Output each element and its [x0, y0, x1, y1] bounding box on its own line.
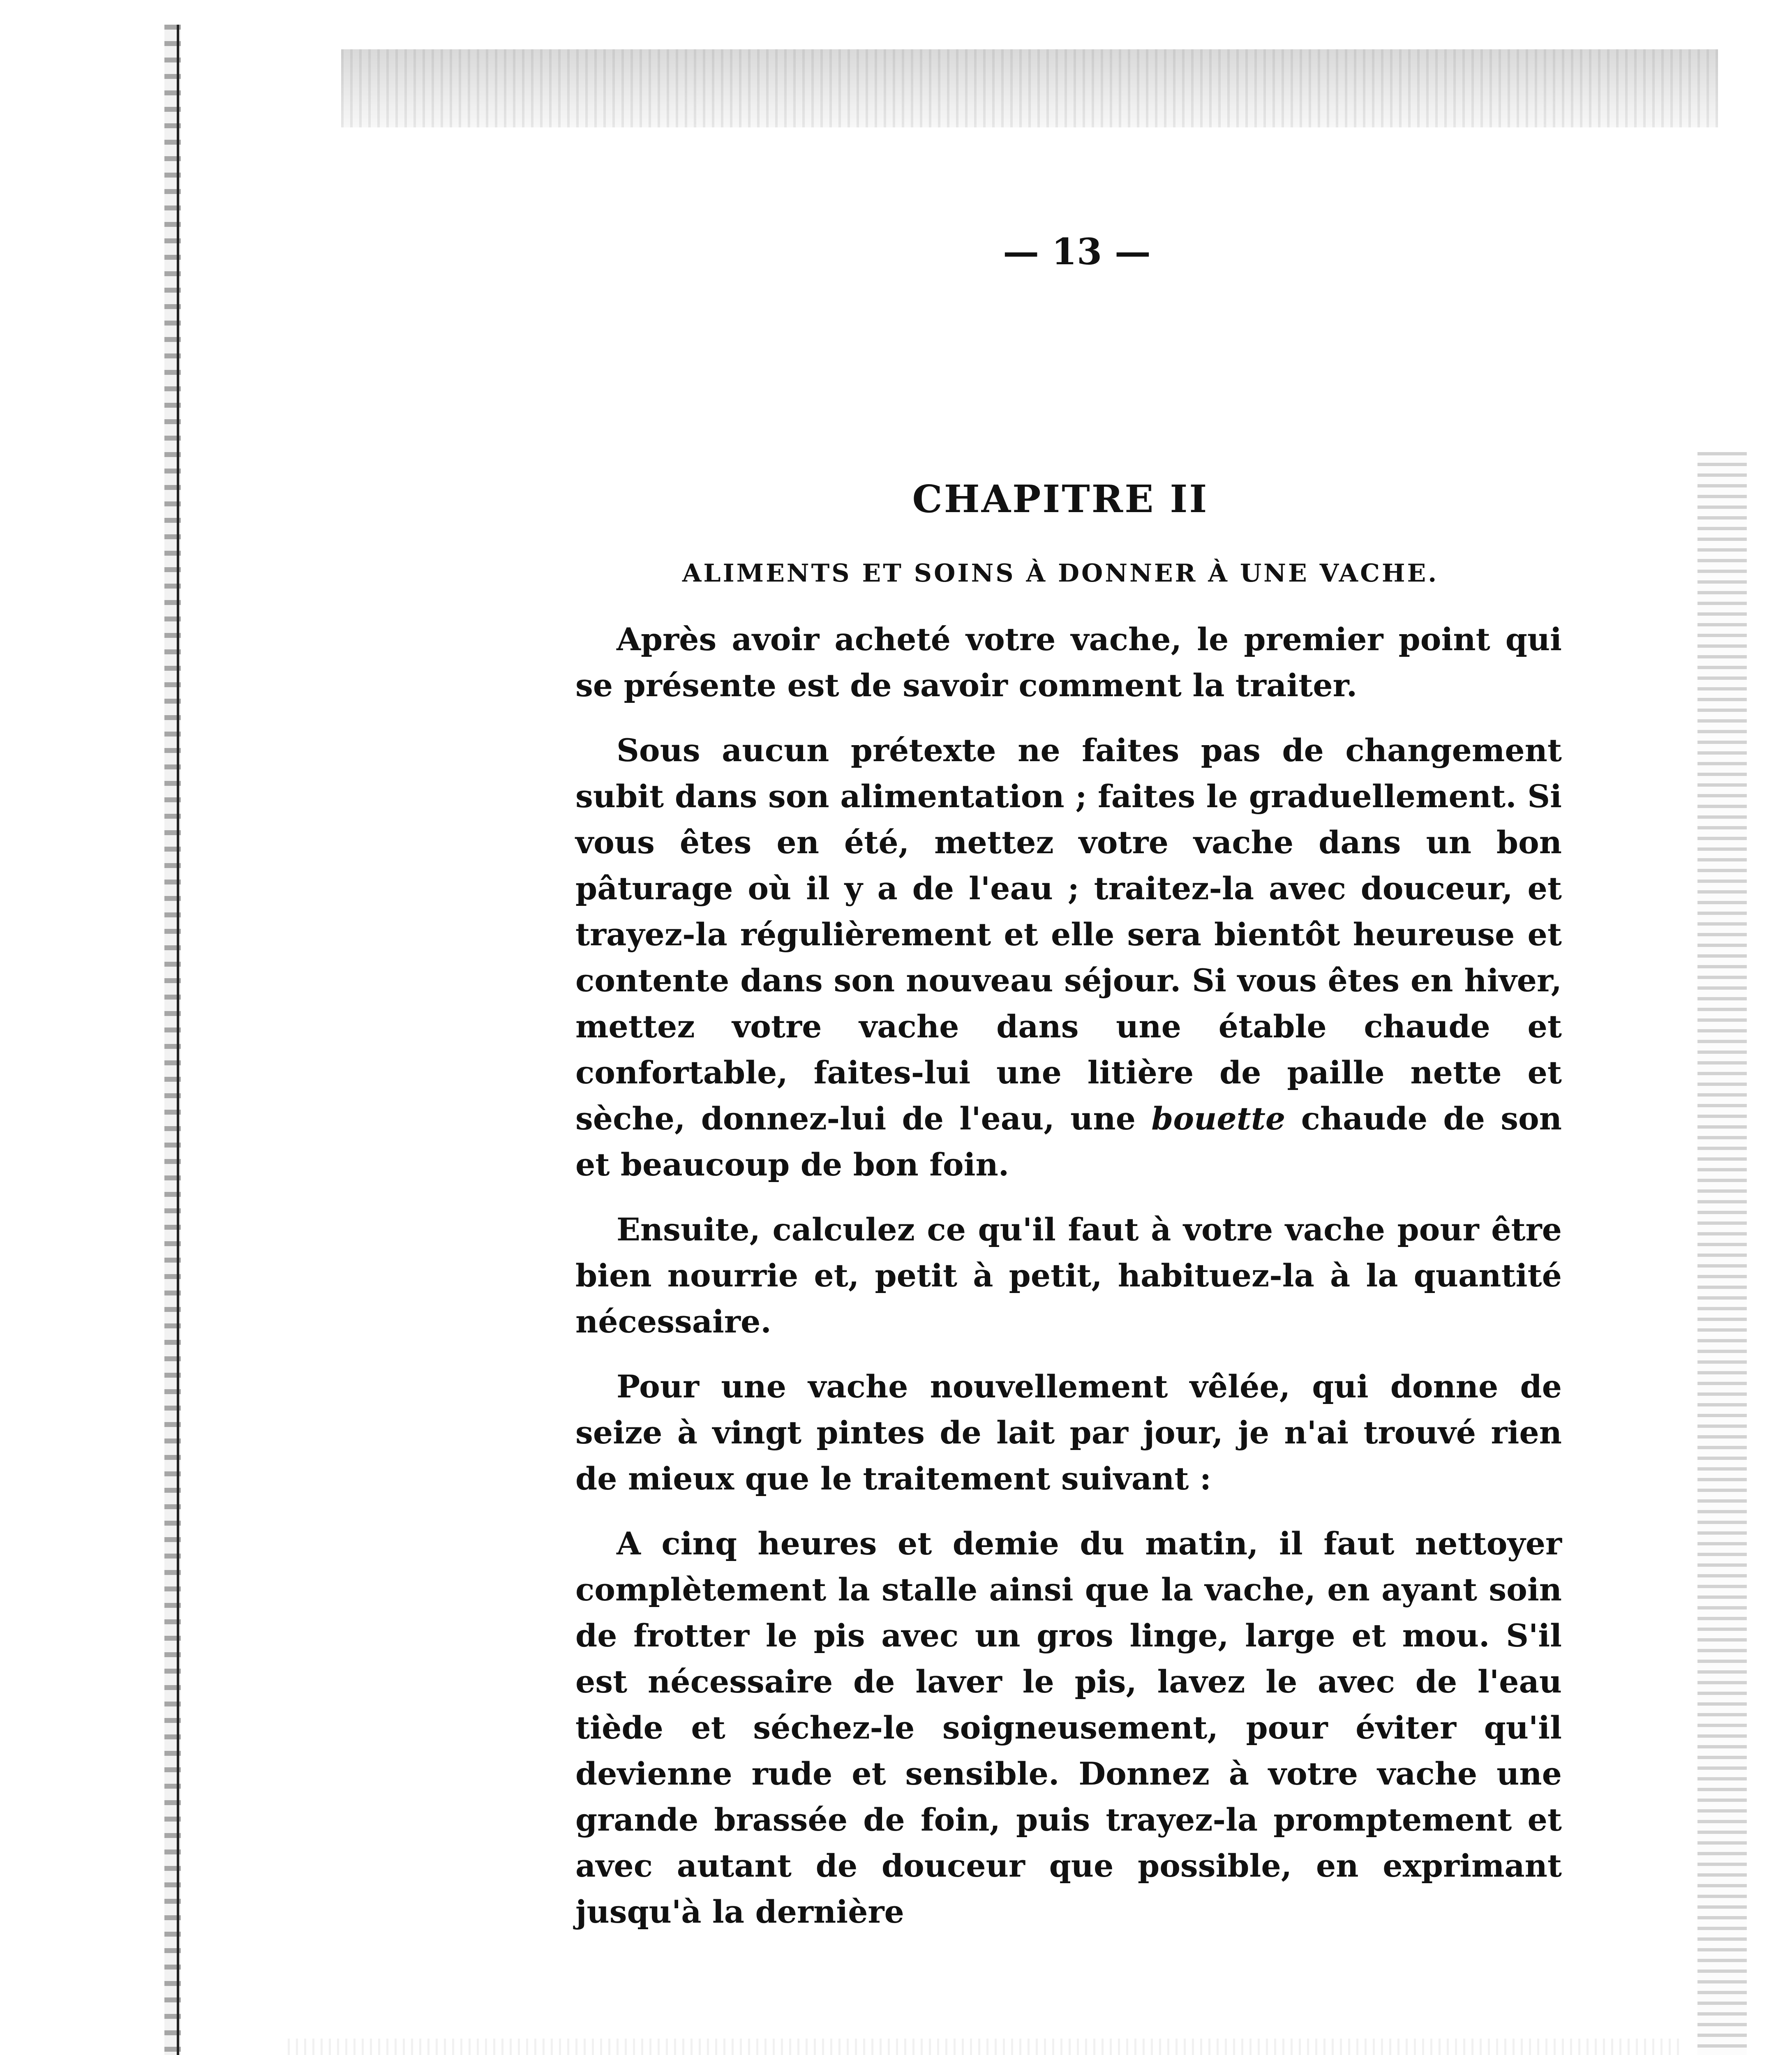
italic-word: bouette: [1151, 1100, 1286, 1137]
chapter-subtitle: ALIMENTS ET SOINS À DONNER À UNE VACHE.: [682, 559, 1439, 588]
page-number: — 13 —: [1003, 230, 1151, 273]
scan-shadow-right: [1697, 452, 1747, 2055]
paragraph-2-end: chaude de son et beaucoup de bon foin.: [575, 1100, 1562, 1183]
scan-shadow-top: [341, 49, 1718, 127]
paragraph-5: A cinq heures et demie du matin, il faut nettoyer complètement la stalle ainsi que la vache, en ayant soin de frotter le pis avec un gros linge, large et mou. S'il est nécessaire de laver le pis, lavez le avec de l'eau tiède et séchez-le soigneusement, pour éviter qu'il devienne rude et sensible. Donnez à votre vache une grande brassée de foin, puis trayez-la promptement et avec autant de douceur que possible, en exprimant jusqu'à la dernière: [575, 1525, 1562, 1930]
body-text: [575, 616, 1562, 1954]
paragraph-2-start: Sous aucun prétexte ne faites pas de changement subit dans son alimentation ; faites le graduellement. Si vous êtes en été, mettez votre vache dans un bon pâturage où il y a de l'eau ; traitez-la avec douceur, et trayez-la régulièrement et elle sera bientôt heureuse et contente dans son nouveau séjour. Si vous êtes en hiver, mettez votre vache dans une étable chaude et confortable, faites-lui une litière de paille nette et sèche, donnez-lui de l'eau, une: [575, 732, 1562, 1137]
paragraph-2: [575, 727, 1562, 1188]
binding-edge: [177, 25, 179, 2055]
chapter-title: CHAPITRE II: [912, 477, 1209, 521]
paragraph-4: Pour une vache nouvellement vêlée, qui donne de seize à vingt pintes de lait par jour, je n'ai trouvé rien de mieux que le traitement suivant :: [575, 1368, 1562, 1497]
paragraph-1: Après avoir acheté votre vache, le premier point qui se présente est de savoir comment la traiter.: [575, 621, 1562, 704]
scan-shadow-bottom: [288, 2039, 1685, 2055]
paragraph-3: Ensuite, calculez ce qu'il faut à votre vache pour être bien nourrie et, petit à petit, habituez-la à la quantité nécessaire.: [575, 1211, 1562, 1340]
